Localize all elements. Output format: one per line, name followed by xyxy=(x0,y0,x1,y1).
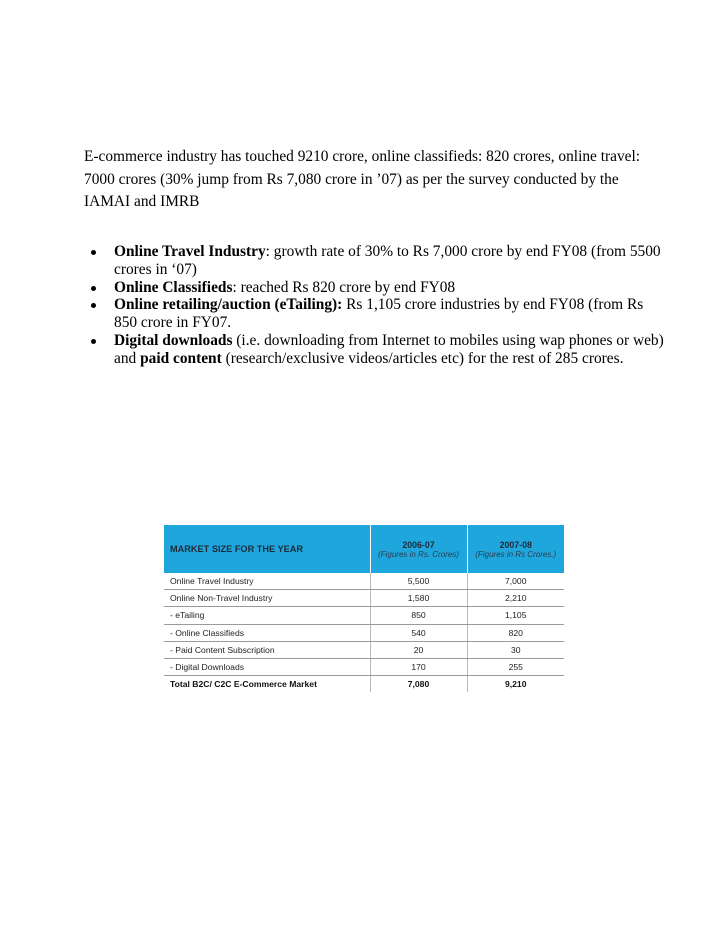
intro-paragraph: E-commerce industry has touched 9210 crore, online classifieds: 820 crores, online travel: 7000 crores (30% jump from Rs 7,080 crore in ’07) as per the survey conducted by the IAMAI and IMRB xyxy=(84,148,641,210)
cell-2006-07: 540 xyxy=(370,624,467,641)
cell-2006-07: 5,500 xyxy=(370,573,467,590)
table-row xyxy=(164,573,564,590)
table-row xyxy=(164,658,564,675)
list-item xyxy=(84,243,664,279)
row-label: Online Non-Travel Industry xyxy=(164,590,370,607)
bullet-heading-inline: paid content xyxy=(140,349,222,367)
bullet-heading: Online Classifieds xyxy=(114,278,233,296)
row-label: Total B2C/ C2C E-Commerce Market xyxy=(170,679,317,690)
cell-2007-08: 9,210 xyxy=(467,676,564,693)
table-total-row xyxy=(164,676,564,693)
cell-2007-08: 2,210 xyxy=(467,590,564,607)
cell-2006-07: 7,080 xyxy=(370,676,467,693)
year-label: 2007-08 xyxy=(499,539,532,550)
cell-2006-07: 850 xyxy=(370,607,467,624)
table-header-label: MARKET SIZE FOR THE YEAR xyxy=(164,525,370,573)
row-label: Online Travel Industry xyxy=(164,573,370,590)
bullet-dot-icon xyxy=(91,286,96,291)
bullet-dot-icon xyxy=(91,250,96,255)
cell-2007-08: 820 xyxy=(467,624,564,641)
cell-2007-08: 1,105 xyxy=(467,607,564,624)
table-row xyxy=(164,590,564,607)
bullet-heading: Digital downloads xyxy=(114,331,233,349)
table-header-year-1 xyxy=(370,525,467,573)
bullet-text: (i.e. downloading from Internet to mobiles using wap phones or web) and xyxy=(114,331,664,367)
row-label: - eTailing xyxy=(164,607,370,624)
year-label: 2006-07 xyxy=(402,539,435,550)
bullet-heading: Online Travel Industry xyxy=(114,243,266,260)
cell-2006-07: 1,580 xyxy=(370,590,467,607)
cell-2007-08: 30 xyxy=(467,641,564,658)
bullet-dot-icon xyxy=(91,339,96,344)
bullet-dot-icon xyxy=(91,303,96,308)
year-sublabel: (Figures in Rs Crores.) xyxy=(475,549,557,559)
row-label: - Paid Content Subscription xyxy=(164,641,370,658)
row-label: - Online Classifieds xyxy=(164,624,370,641)
table-header-row xyxy=(164,525,564,573)
row-label: - Digital Downloads xyxy=(164,658,370,675)
bullet-heading: Online retailing/auction (eTailing): xyxy=(114,296,343,314)
bullet-text: : reached Rs 820 crore by end FY08 xyxy=(232,278,456,296)
table-row xyxy=(164,641,564,658)
cell-2006-07: 20 xyxy=(370,641,467,658)
list-item xyxy=(84,332,664,368)
cell-2007-08: 7,000 xyxy=(467,573,564,590)
list-item xyxy=(84,279,664,297)
list-item xyxy=(84,296,664,332)
bullet-list xyxy=(84,243,664,368)
bullet-text: : growth rate of 30% to Rs 7,000 crore by end FY08 (from 5500 crores in ‘07) xyxy=(114,243,661,278)
year-sublabel: (Figures in Rs. Crores) xyxy=(378,549,459,559)
bullet-text: (research/exclusive videos/articles etc) for the rest of 285 crores. xyxy=(221,349,624,367)
cell-2006-07: 170 xyxy=(370,658,467,675)
cell-2007-08: 255 xyxy=(467,658,564,675)
table-header-year-2 xyxy=(467,525,564,573)
bullet-text: Rs 1,105 crore industries by end FY08 (from Rs 850 crore in FY07. xyxy=(114,296,644,332)
table-row xyxy=(164,607,564,624)
market-size-table xyxy=(164,525,564,692)
table-row xyxy=(164,624,564,641)
